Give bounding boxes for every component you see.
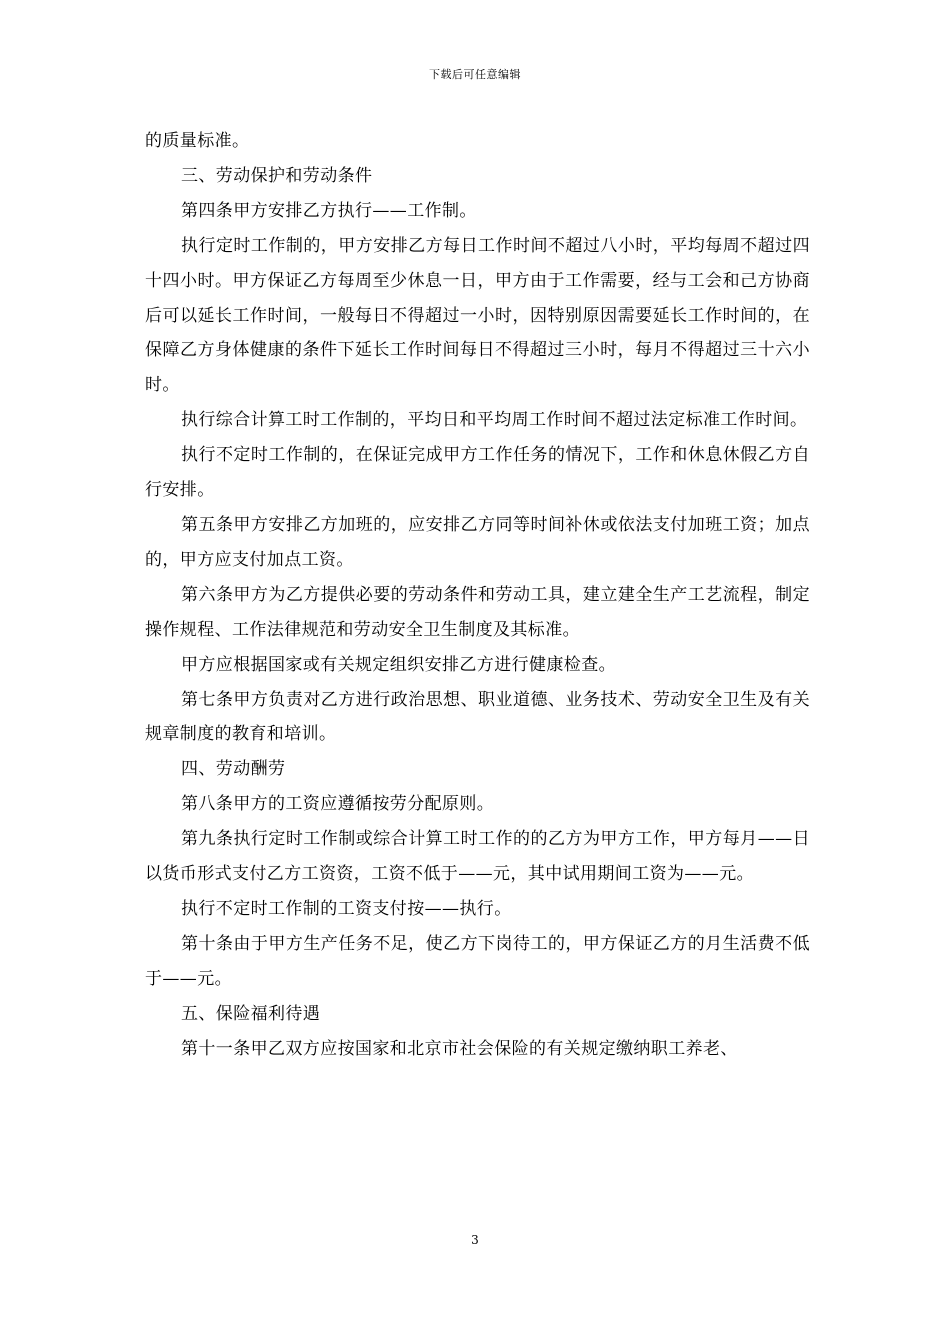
- page-number: 3: [471, 1233, 479, 1247]
- paragraph: 第六条甲方为乙方提供必要的劳动条件和劳动工具，建立建全生产工艺流程，制定操作规程、工作法律规范和劳动安全卫生制度及其标准。: [145, 584, 810, 640]
- paragraph: 第十条由于甲方生产任务不足，使乙方下岗待工的，甲方保证乙方的月生活费不低于——元。: [145, 933, 810, 989]
- paragraph: 执行不定时工作制的，在保证完成甲方工作任务的情况下，工作和休息休假乙方自行安排。: [145, 445, 810, 501]
- paragraph: 甲方应根据国家或有关规定组织安排乙方进行健康检查。: [181, 654, 616, 675]
- paragraph: 第五条甲方安排乙方加班的，应安排乙方同等时间补休或依法支付加班工资；加点的，甲方应支付加点工资。: [145, 514, 810, 570]
- paragraph: 第十一条甲乙双方应按国家和北京市社会保险的有关规定缴纳职工养老、: [181, 1038, 738, 1059]
- paragraph: 第四条甲方安排乙方执行——工作制。: [181, 200, 477, 221]
- page-header: 下载后可任意编辑: [429, 68, 521, 81]
- section-heading: 四、劳动酬劳: [181, 759, 286, 780]
- section-heading: 五、保险福利待遇: [181, 1003, 321, 1024]
- paragraph: 第八条甲方的工资应遵循按劳分配原则。: [181, 794, 495, 815]
- paragraph: 执行综合计算工时工作制的，平均日和平均周工作时间不超过法定标准工作时间。: [181, 410, 808, 431]
- paragraph: 第七条甲方负责对乙方进行政治思想、职业道德、业务技术、劳动安全卫生及有关规章制度的教育和培训。: [145, 689, 810, 745]
- paragraph: 执行不定时工作制的工资支付按——执行。: [181, 898, 512, 919]
- paragraph: 的质量标准。: [145, 131, 250, 151]
- document-body: [145, 124, 810, 1066]
- section-heading: 三、劳动保护和劳动条件: [181, 165, 373, 186]
- paragraph: 第九条执行定时工作制或综合计算工时工作的的乙方为甲方工作，甲方每月——日以货币形式支付乙方工资资，工资不低于——元，其中试用期间工资为——元。: [145, 829, 810, 885]
- paragraph: 执行定时工作制的，甲方安排乙方每日工作时间不超过八小时，平均每周不超过四十四小时。甲方保证乙方每周至少休息一日，甲方由于工作需要，经与工会和己方协商后可以延长工作时间，一般每日不得超过一小时，因特别原因需要延长工作时间的，在保障乙方身体健康的条件下延长工作时间每日不得超过三小时，每月不得超过三十六小时。: [145, 235, 810, 396]
